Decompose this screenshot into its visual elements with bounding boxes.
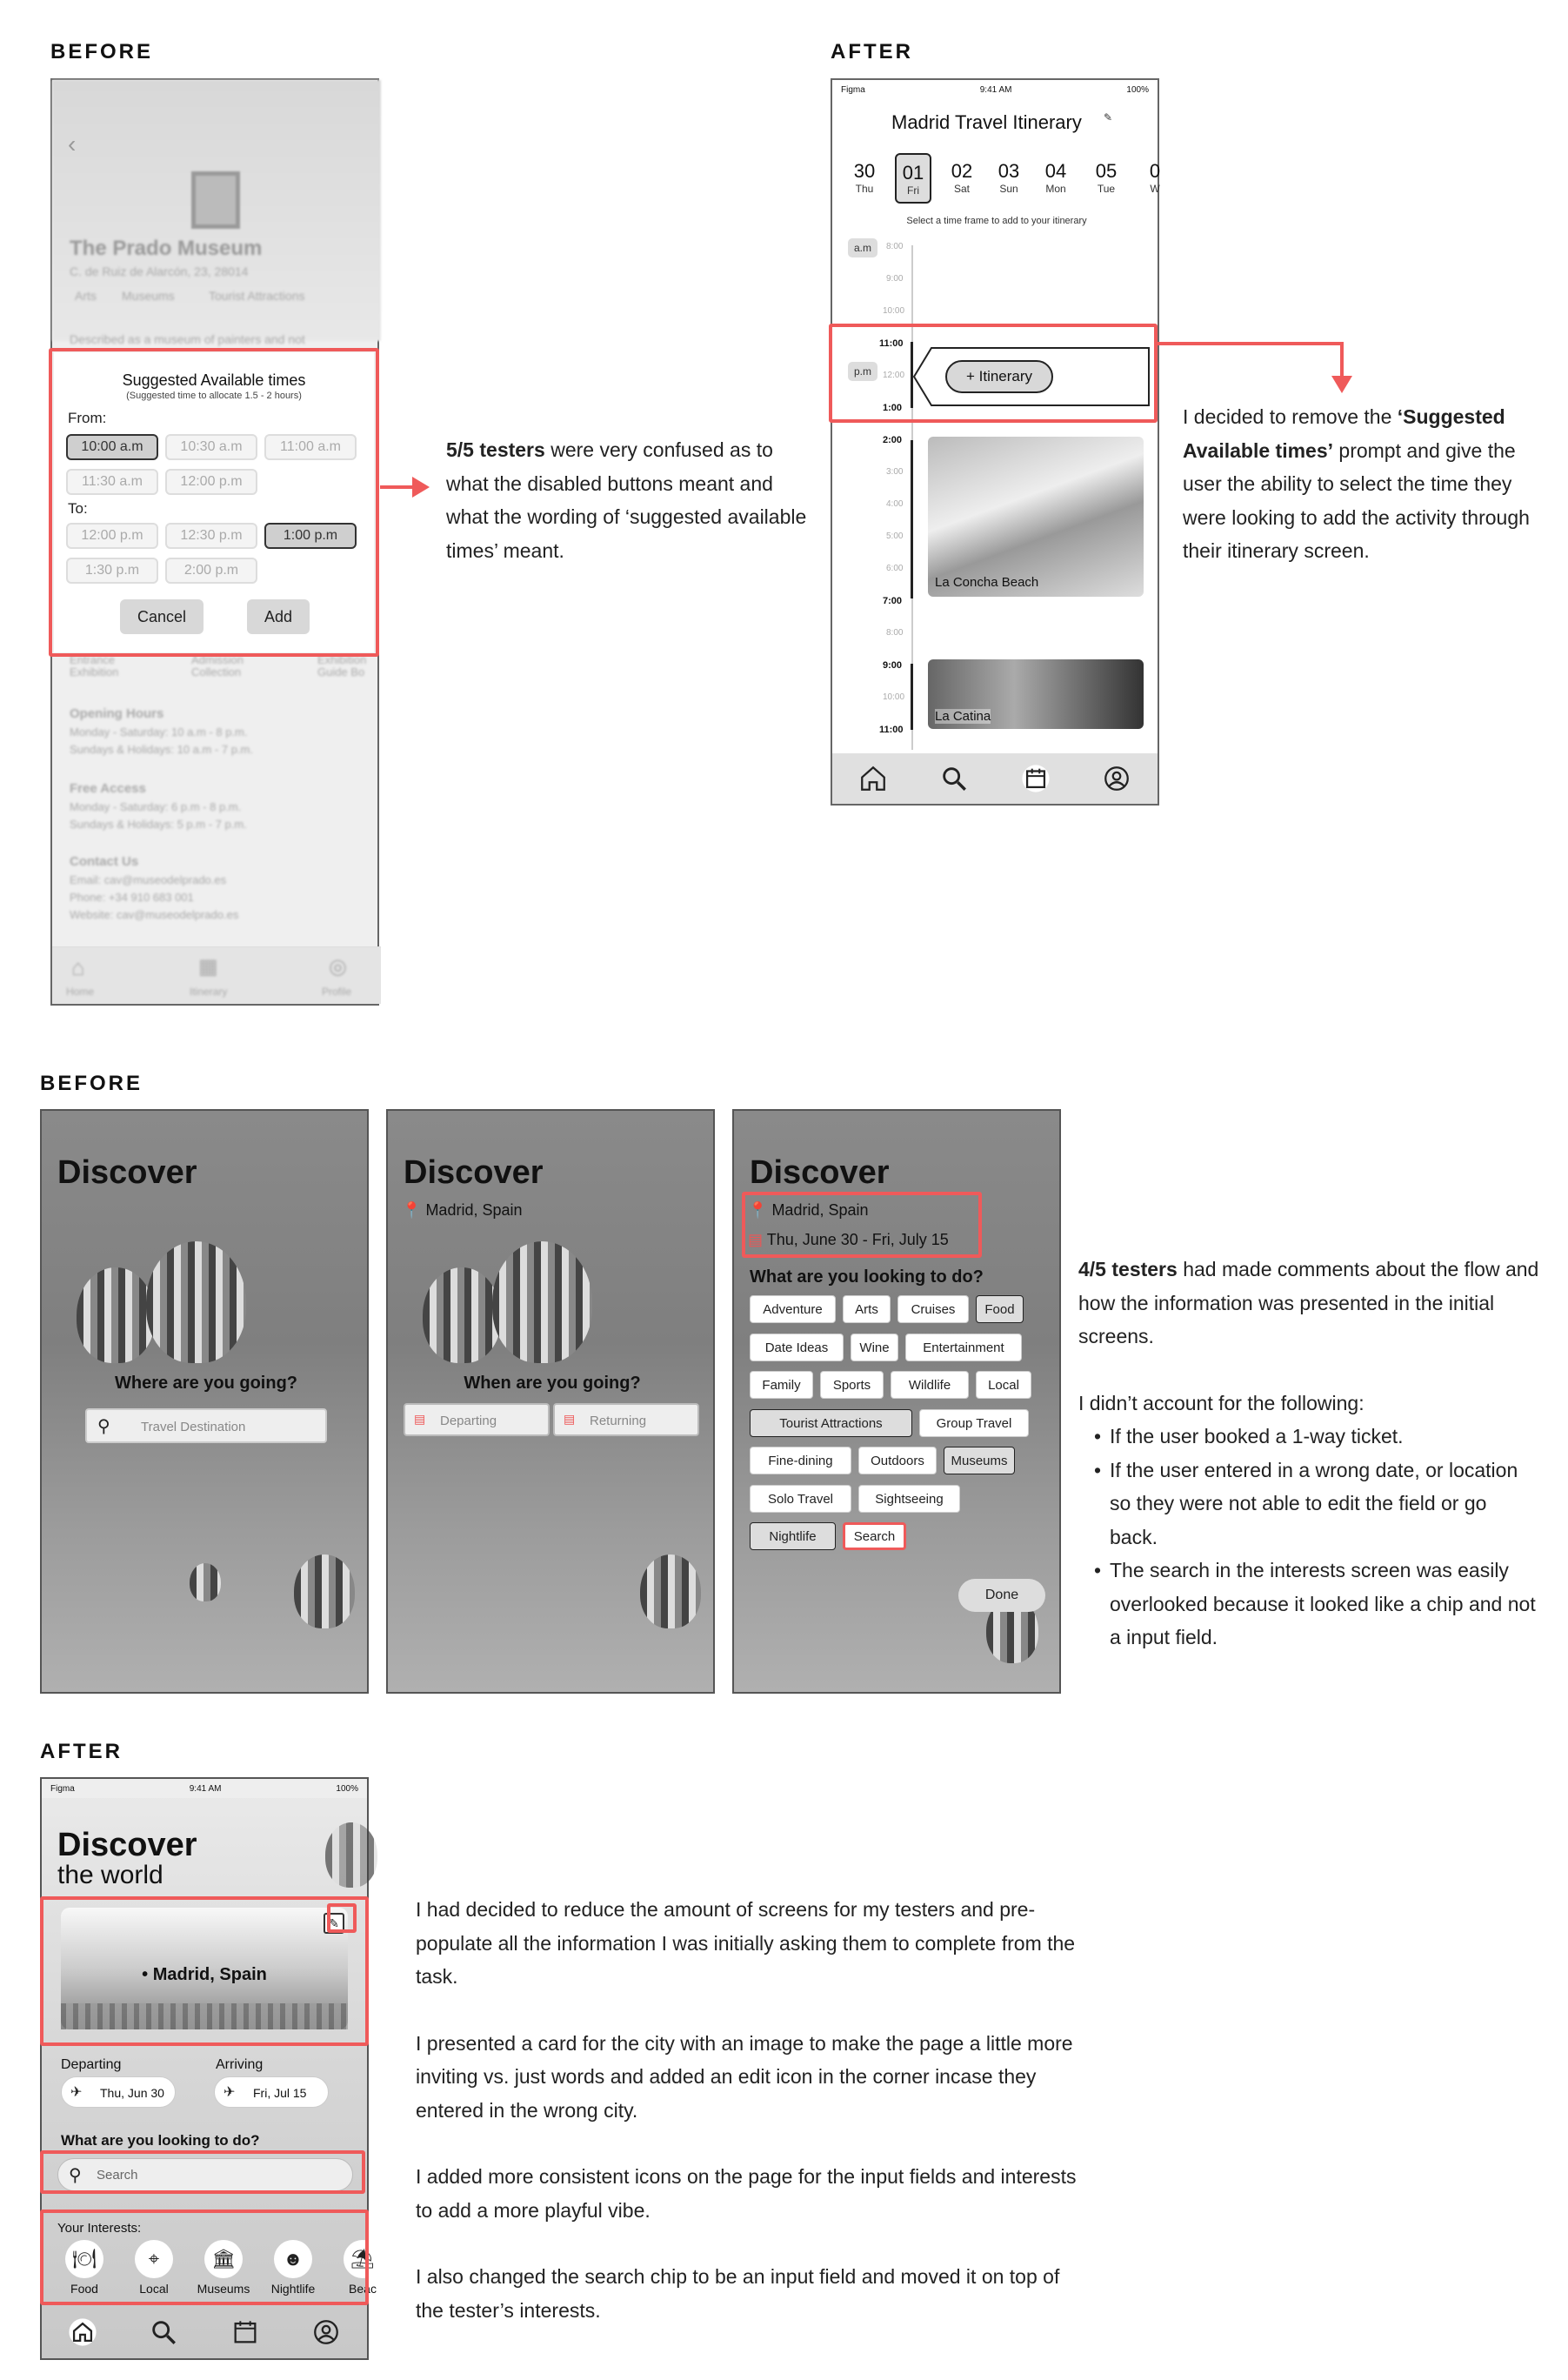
after-header-1: AFTER — [831, 40, 913, 64]
discover-subtitle: the world — [57, 1861, 163, 1889]
free-title: Free Access — [70, 781, 146, 796]
tag-museums: Museums — [122, 289, 175, 303]
search-highlight — [40, 2150, 365, 2194]
status-time: 9:41 AM — [979, 84, 1012, 95]
note-s2-p2: I didn’t account for the following: — [1078, 1391, 1364, 1414]
profile-icon[interactable]: ◎ — [329, 955, 347, 979]
search-icon: ⚲ — [69, 2166, 82, 2185]
note-right-b: prompt and give the user the ability to select the time they were looking to add the activity through their itinerary screen. — [1183, 438, 1530, 562]
destination-placeholder: Travel Destination — [141, 1420, 246, 1434]
interest-chips — [750, 1295, 1054, 1608]
free-2: Sundays & Holidays: 5 p.m - 7 p.m. — [70, 818, 247, 831]
status-bar — [832, 80, 1158, 99]
tag-arts: Arts — [75, 289, 97, 303]
note-left-text: were very confused as to what the disabled buttons meant and what the wording of ‘suggested available times’ meant. — [446, 438, 807, 562]
chip-group-travel[interactable]: Group Travel — [919, 1409, 1029, 1437]
date-05-tue[interactable] — [1088, 153, 1124, 204]
date-day: Thu — [855, 183, 874, 195]
tl-800: 8:00 — [886, 242, 904, 251]
date-day: Sun — [999, 183, 1018, 195]
status-bar — [42, 1779, 367, 1798]
chip-arts[interactable]: Arts — [843, 1295, 891, 1323]
search-icon[interactable] — [149, 2317, 178, 2347]
date-02-sat[interactable] — [944, 153, 980, 204]
discover-title: Discover — [57, 1154, 197, 1191]
date-num: 04 — [1044, 160, 1067, 182]
date-num: 05 — [1095, 160, 1118, 182]
chip-entertainment[interactable]: Entertainment — [905, 1334, 1022, 1361]
to-time-1230[interactable]: 12:30 p.m — [165, 523, 257, 549]
arriving-date: Fri, Jul 15 — [253, 2086, 307, 2100]
chip-museums[interactable]: Museums — [944, 1447, 1015, 1474]
plane-depart-icon: ✈ — [70, 2085, 83, 2100]
nav-itinerary[interactable]: Itinerary — [190, 986, 228, 998]
city-text: Madrid, Spain — [152, 1965, 267, 1984]
calendar-icon[interactable] — [230, 2317, 260, 2347]
pm-label: p.m — [848, 362, 877, 381]
from-label: From: — [68, 410, 107, 426]
search-icon: ⚲ — [97, 1417, 110, 1436]
date-day: Sat — [953, 183, 970, 195]
note-s3-p1: I had decided to reduce the amount of screens for my testers and pre-populate all the information I was initially asking them to complete from the task. — [416, 1898, 1076, 1988]
pin-icon: 📍 — [402, 1201, 422, 1219]
looking-label: What are you looking to do? — [61, 2132, 260, 2149]
bullet-2-text: If the user entered in a wrong date, or location so they were not able to edit the field or go back. — [1110, 1458, 1518, 1548]
la-catina-label: La Catina — [935, 709, 991, 724]
chip-fine-dining[interactable]: Fine-dining — [750, 1447, 851, 1474]
discover-title: Discover — [750, 1154, 890, 1191]
date-num: 0 — [1149, 160, 1161, 182]
dialog-subtitle: (Suggested time to allocate 1.5 - 2 hours) — [126, 391, 302, 401]
pin-icon: 📍 — [748, 1201, 768, 1219]
chip-search[interactable]: Search — [843, 1522, 906, 1550]
note-right — [1183, 400, 1548, 568]
note-right-bold: ‘Suggested Available times’ — [1183, 405, 1505, 462]
departing-label: Departing — [61, 2057, 122, 2072]
plane-arrive-icon: ✈ — [224, 2085, 236, 2100]
interest-label: Local — [139, 2282, 169, 2296]
city-card-highlight — [40, 1896, 369, 2046]
back-icon[interactable]: ‹ — [68, 130, 77, 157]
status-carrier: Figma — [841, 84, 865, 95]
opening-1: Monday - Saturday: 10 a.m - 8 p.m. — [70, 725, 248, 739]
interest-local-icon: ⌖ — [135, 2240, 173, 2278]
status-battery: 100% — [1126, 84, 1149, 95]
home-icon[interactable] — [68, 2317, 97, 2347]
chip-solo-travel[interactable]: Solo Travel — [750, 1485, 851, 1513]
looking-label: What are you looking to do? — [750, 1267, 984, 1287]
bullet-2: • If the user entered in a wrong date, or location so they were not able to edit the field or go back. — [1094, 1458, 1518, 1548]
date-day: Mon — [1045, 183, 1066, 195]
date-04-mon[interactable] — [1038, 153, 1074, 204]
home-icon[interactable]: ⌂ — [71, 954, 85, 980]
calendar-icon: ▤ — [564, 1412, 576, 1426]
painting-frame — [191, 171, 240, 229]
date-day: Tue — [1097, 183, 1116, 195]
note-section3 — [416, 1893, 1077, 2327]
before-nav-bar — [52, 946, 381, 1004]
museum-address: C. de Ruiz de Alarcón, 23, 28014 — [70, 264, 249, 278]
interests-highlight — [40, 2210, 369, 2305]
add-button[interactable]: Add — [247, 599, 310, 634]
discover-screen-2 — [386, 1109, 715, 1694]
dialog-title: Suggested Available times — [122, 371, 306, 389]
interest-label: Museums — [197, 2282, 250, 2296]
tl-700: 7:00 — [883, 596, 903, 606]
to-label: To: — [68, 500, 88, 517]
free-1: Monday - Saturday: 6 p.m - 8 p.m. — [70, 800, 242, 813]
note-left-bold: 5/5 testers — [446, 438, 545, 461]
cancel-button[interactable]: Cancel — [120, 599, 204, 634]
balloon-illustration-4 — [190, 1563, 221, 1601]
arrow-head-2 — [1331, 376, 1352, 393]
tl-500: 5:00 — [886, 531, 904, 541]
before-header-2: BEFORE — [40, 1072, 143, 1095]
date-day: Fri — [907, 184, 919, 197]
discover-title: Discover — [404, 1154, 544, 1191]
from-time-1000[interactable]: 10:00 a.m — [66, 434, 158, 460]
location-dates-highlight — [742, 1192, 982, 1258]
profile-icon[interactable] — [1102, 764, 1131, 793]
balloon-illustration-3 — [640, 1554, 701, 1628]
chip-wildlife[interactable]: Wildlife — [891, 1371, 969, 1399]
interest-beac-icon: ⛱ — [344, 2240, 382, 2278]
after-nav-bar-2 — [42, 2306, 367, 2358]
arriving-label: Arriving — [216, 2057, 264, 2072]
tl-1100: 11:00 — [879, 338, 904, 349]
bullet-1: • If the user booked a 1-way ticket. — [1094, 1425, 1404, 1447]
status-time: 9:41 AM — [189, 1783, 222, 1794]
note-left — [446, 433, 811, 567]
nav-profile[interactable]: Profile — [322, 986, 352, 998]
interest-label: Food — [70, 2282, 98, 2296]
tl-800pm: 8:00 — [886, 628, 904, 638]
exh-tag-1: Entrance Exhibition — [70, 653, 119, 679]
balloon-illustration-2 — [492, 1241, 592, 1363]
arrow-line-2a — [1158, 342, 1344, 345]
search-icon[interactable] — [939, 764, 969, 793]
chip-family[interactable]: Family — [750, 1371, 813, 1399]
date-num: 30 — [853, 160, 876, 182]
tl-900: 9:00 — [886, 274, 904, 284]
status-carrier: Figma — [50, 1783, 75, 1794]
after-nav-bar — [832, 753, 1158, 804]
from-time-1100[interactable]: 11:00 a.m — [264, 434, 357, 460]
note-right-a: I decided to remove the — [1183, 405, 1398, 428]
from-time-1130[interactable]: 11:30 a.m — [66, 469, 158, 495]
note-s2-p1 — [1078, 1253, 1539, 1354]
event1-range-line — [911, 440, 913, 598]
interest-museums-icon: 🏛 — [204, 2240, 243, 2278]
balloon-illustration-3 — [294, 1554, 355, 1628]
balloon-illustration — [77, 1267, 155, 1363]
note-s3-p3: I added more consistent icons on the page for the input fields and interests to add a more playful vibe. — [416, 2165, 1077, 2222]
interests-title: Your Interests: — [57, 2221, 142, 2236]
tl-1000pm: 10:00 — [883, 692, 905, 702]
tag-tourist: Tourist Attractions — [209, 289, 305, 303]
tl-1100pm: 11:00 — [879, 725, 904, 735]
to-time-1200[interactable]: 12:00 p.m — [66, 523, 158, 549]
destination-input[interactable] — [85, 1408, 327, 1443]
departing-input[interactable] — [404, 1403, 550, 1436]
arrow-line-2b — [1340, 342, 1344, 378]
calendar-icon[interactable] — [1021, 764, 1051, 793]
date-30-thu[interactable] — [846, 153, 883, 204]
tl-1000: 10:00 — [883, 306, 905, 316]
chip-local[interactable]: Local — [976, 1371, 1031, 1399]
exh-tag-3: Exhibition Guide Bo — [317, 653, 367, 679]
when-label: When are you going? — [464, 1374, 641, 1393]
add-itinerary-button[interactable]: + Itinerary — [945, 360, 1053, 393]
location-row — [402, 1201, 523, 1220]
home-icon[interactable] — [858, 764, 888, 793]
calendar-icon: ▤ — [414, 1412, 426, 1426]
search-placeholder: Search — [97, 2168, 138, 2183]
date-num: 02 — [951, 160, 973, 182]
chip-sports[interactable]: Sports — [820, 1371, 884, 1399]
departing-input[interactable] — [61, 2076, 176, 2108]
chip-tourist-attractions[interactable]: Tourist Attractions — [750, 1409, 912, 1437]
done-button[interactable]: Done — [958, 1579, 1045, 1612]
arriving-input[interactable] — [214, 2076, 329, 2108]
nav-home[interactable]: Home — [66, 986, 95, 998]
edit-city-icon[interactable]: ✎ — [324, 1913, 344, 1934]
dialog-highlight — [49, 348, 379, 657]
event2-range-line — [911, 664, 913, 730]
arrow-head-1 — [412, 477, 430, 498]
chip-adventure[interactable]: Adventure — [750, 1295, 836, 1323]
tl-100: 1:00 — [883, 403, 903, 413]
location-text: Madrid, Spain — [425, 1201, 523, 1219]
note-s2-bold: 4/5 testers — [1078, 1258, 1178, 1280]
itinerary-highlight — [829, 324, 1158, 423]
itinerary-hint: Select a time frame to add to your itinerary — [906, 216, 1087, 226]
la-concha-card[interactable] — [928, 437, 1144, 597]
tl-1200: 12:00 — [883, 371, 905, 380]
contact-2: Phone: +34 910 683 001 — [70, 891, 194, 904]
contact-3: Website: cav@museodelprado.es — [70, 908, 239, 921]
status-battery: 100% — [336, 1783, 358, 1794]
chip-nightlife[interactable]: Nightlife — [750, 1522, 836, 1550]
chip-sightseeing[interactable]: Sightseeing — [858, 1485, 960, 1513]
interest-label: Nightlife — [270, 2282, 316, 2296]
departing-placeholder: Departing — [440, 1414, 497, 1428]
balloon-illustration-2 — [146, 1241, 246, 1363]
calendar-icon[interactable]: ▦ — [198, 955, 218, 979]
to-time-200[interactable]: 2:00 p.m — [165, 558, 257, 584]
date-03-sun[interactable] — [991, 153, 1027, 204]
tl-600: 6:00 — [886, 564, 904, 573]
opening-2: Sundays & Holidays: 10 a.m - 7 p.m. — [70, 743, 253, 756]
calendar-icon: ▤ — [748, 1231, 764, 1248]
balloon-illustration — [325, 1822, 377, 1888]
contact-title: Contact Us — [70, 854, 139, 869]
interest-nightlife-icon: ☻ — [274, 2240, 312, 2278]
discover-title: Discover — [57, 1827, 197, 1863]
date-num: 03 — [998, 160, 1020, 182]
date-0-w[interactable] — [1137, 153, 1173, 204]
where-label: Where are you going? — [114, 1374, 298, 1393]
bullet-3: • The search in the interests screen was easily overlooked because it looked like a chip and not a input field. — [1094, 1559, 1536, 1648]
tl-300: 3:00 — [886, 467, 904, 477]
from-time-1200[interactable]: 12:00 p.m — [165, 469, 257, 495]
note-s2-text: had made comments about the flow and how the information was presented in the initial screens. — [1078, 1258, 1539, 1347]
arrow-line-1 — [380, 485, 415, 489]
am-label: a.m — [848, 238, 877, 257]
returning-input[interactable] — [553, 1403, 699, 1436]
edit-icon-highlight — [327, 1903, 357, 1933]
profile-icon[interactable] — [311, 2317, 341, 2347]
discover-screen-1 — [40, 1109, 369, 1694]
note-s3-p2: I presented a card for the city with an image to make the page a little more inviting vs. just words and added an edit icon in the corner incase they entered in the wrong city. — [416, 2031, 1073, 2122]
bullet-3-text: The search in the interests screen was easily overlooked because it looked like a chip and not a input field. — [1110, 1559, 1536, 1648]
note-section2 — [1078, 1253, 1539, 1655]
date-num: 01 — [902, 162, 924, 184]
la-catina-card[interactable] — [928, 659, 1144, 729]
after-itinerary-screen — [831, 78, 1159, 806]
museum-title: The Prado Museum — [70, 237, 263, 260]
to-time-130[interactable]: 1:30 p.m — [66, 558, 158, 584]
from-time-1030[interactable]: 10:30 a.m — [165, 434, 257, 460]
departing-date: Thu, Jun 30 — [100, 2086, 164, 2100]
exh-tag-2: Admission Collection — [191, 653, 244, 679]
after-header-3: AFTER — [40, 1740, 123, 1763]
before-header-1: BEFORE — [50, 40, 154, 64]
date-strip — [832, 150, 1161, 211]
city-label: • Madrid, Spain — [142, 1965, 267, 1984]
tl-200: 2:00 — [883, 435, 903, 445]
returning-placeholder: Returning — [590, 1414, 647, 1428]
chip-date-ideas[interactable]: Date Ideas — [750, 1334, 844, 1361]
chip-wine[interactable]: Wine — [851, 1334, 898, 1361]
bullet-1-text: If the user booked a 1-way ticket. — [1110, 1425, 1404, 1447]
chip-outdoors[interactable]: Outdoors — [858, 1447, 937, 1474]
dates-text: Thu, June 30 - Fri, July 15 — [766, 1231, 949, 1248]
tl-900pm: 9:00 — [883, 660, 903, 671]
date-day: W — [1150, 183, 1160, 195]
to-time-100[interactable]: 1:00 p.m — [264, 523, 357, 549]
opening-title: Opening Hours — [70, 706, 164, 721]
chip-cruises[interactable]: Cruises — [897, 1295, 969, 1323]
balloon-illustration — [423, 1267, 501, 1363]
interest-food-icon: 🍽 — [65, 2240, 103, 2278]
contact-1: Email: cav@museodelprado.es — [70, 873, 227, 886]
museum-desc: Described as a museum of painters and not — [70, 332, 305, 346]
note-s2-bullets — [1078, 1420, 1539, 1655]
edit-icon[interactable]: ✎ — [1104, 111, 1113, 124]
location-text: Madrid, Spain — [771, 1201, 869, 1219]
interest-label: Beac — [349, 2282, 377, 2296]
la-concha-label: La Concha Beach — [935, 575, 1039, 590]
itinerary-title: Madrid Travel Itinerary — [891, 111, 1082, 133]
tl-400: 4:00 — [886, 499, 904, 509]
date-01-fri[interactable] — [895, 153, 931, 204]
note-s3-p4: I also changed the search chip to be an input field and moved it on top of the tester’s interests. — [416, 2265, 1060, 2322]
chip-food[interactable]: Food — [976, 1295, 1024, 1323]
